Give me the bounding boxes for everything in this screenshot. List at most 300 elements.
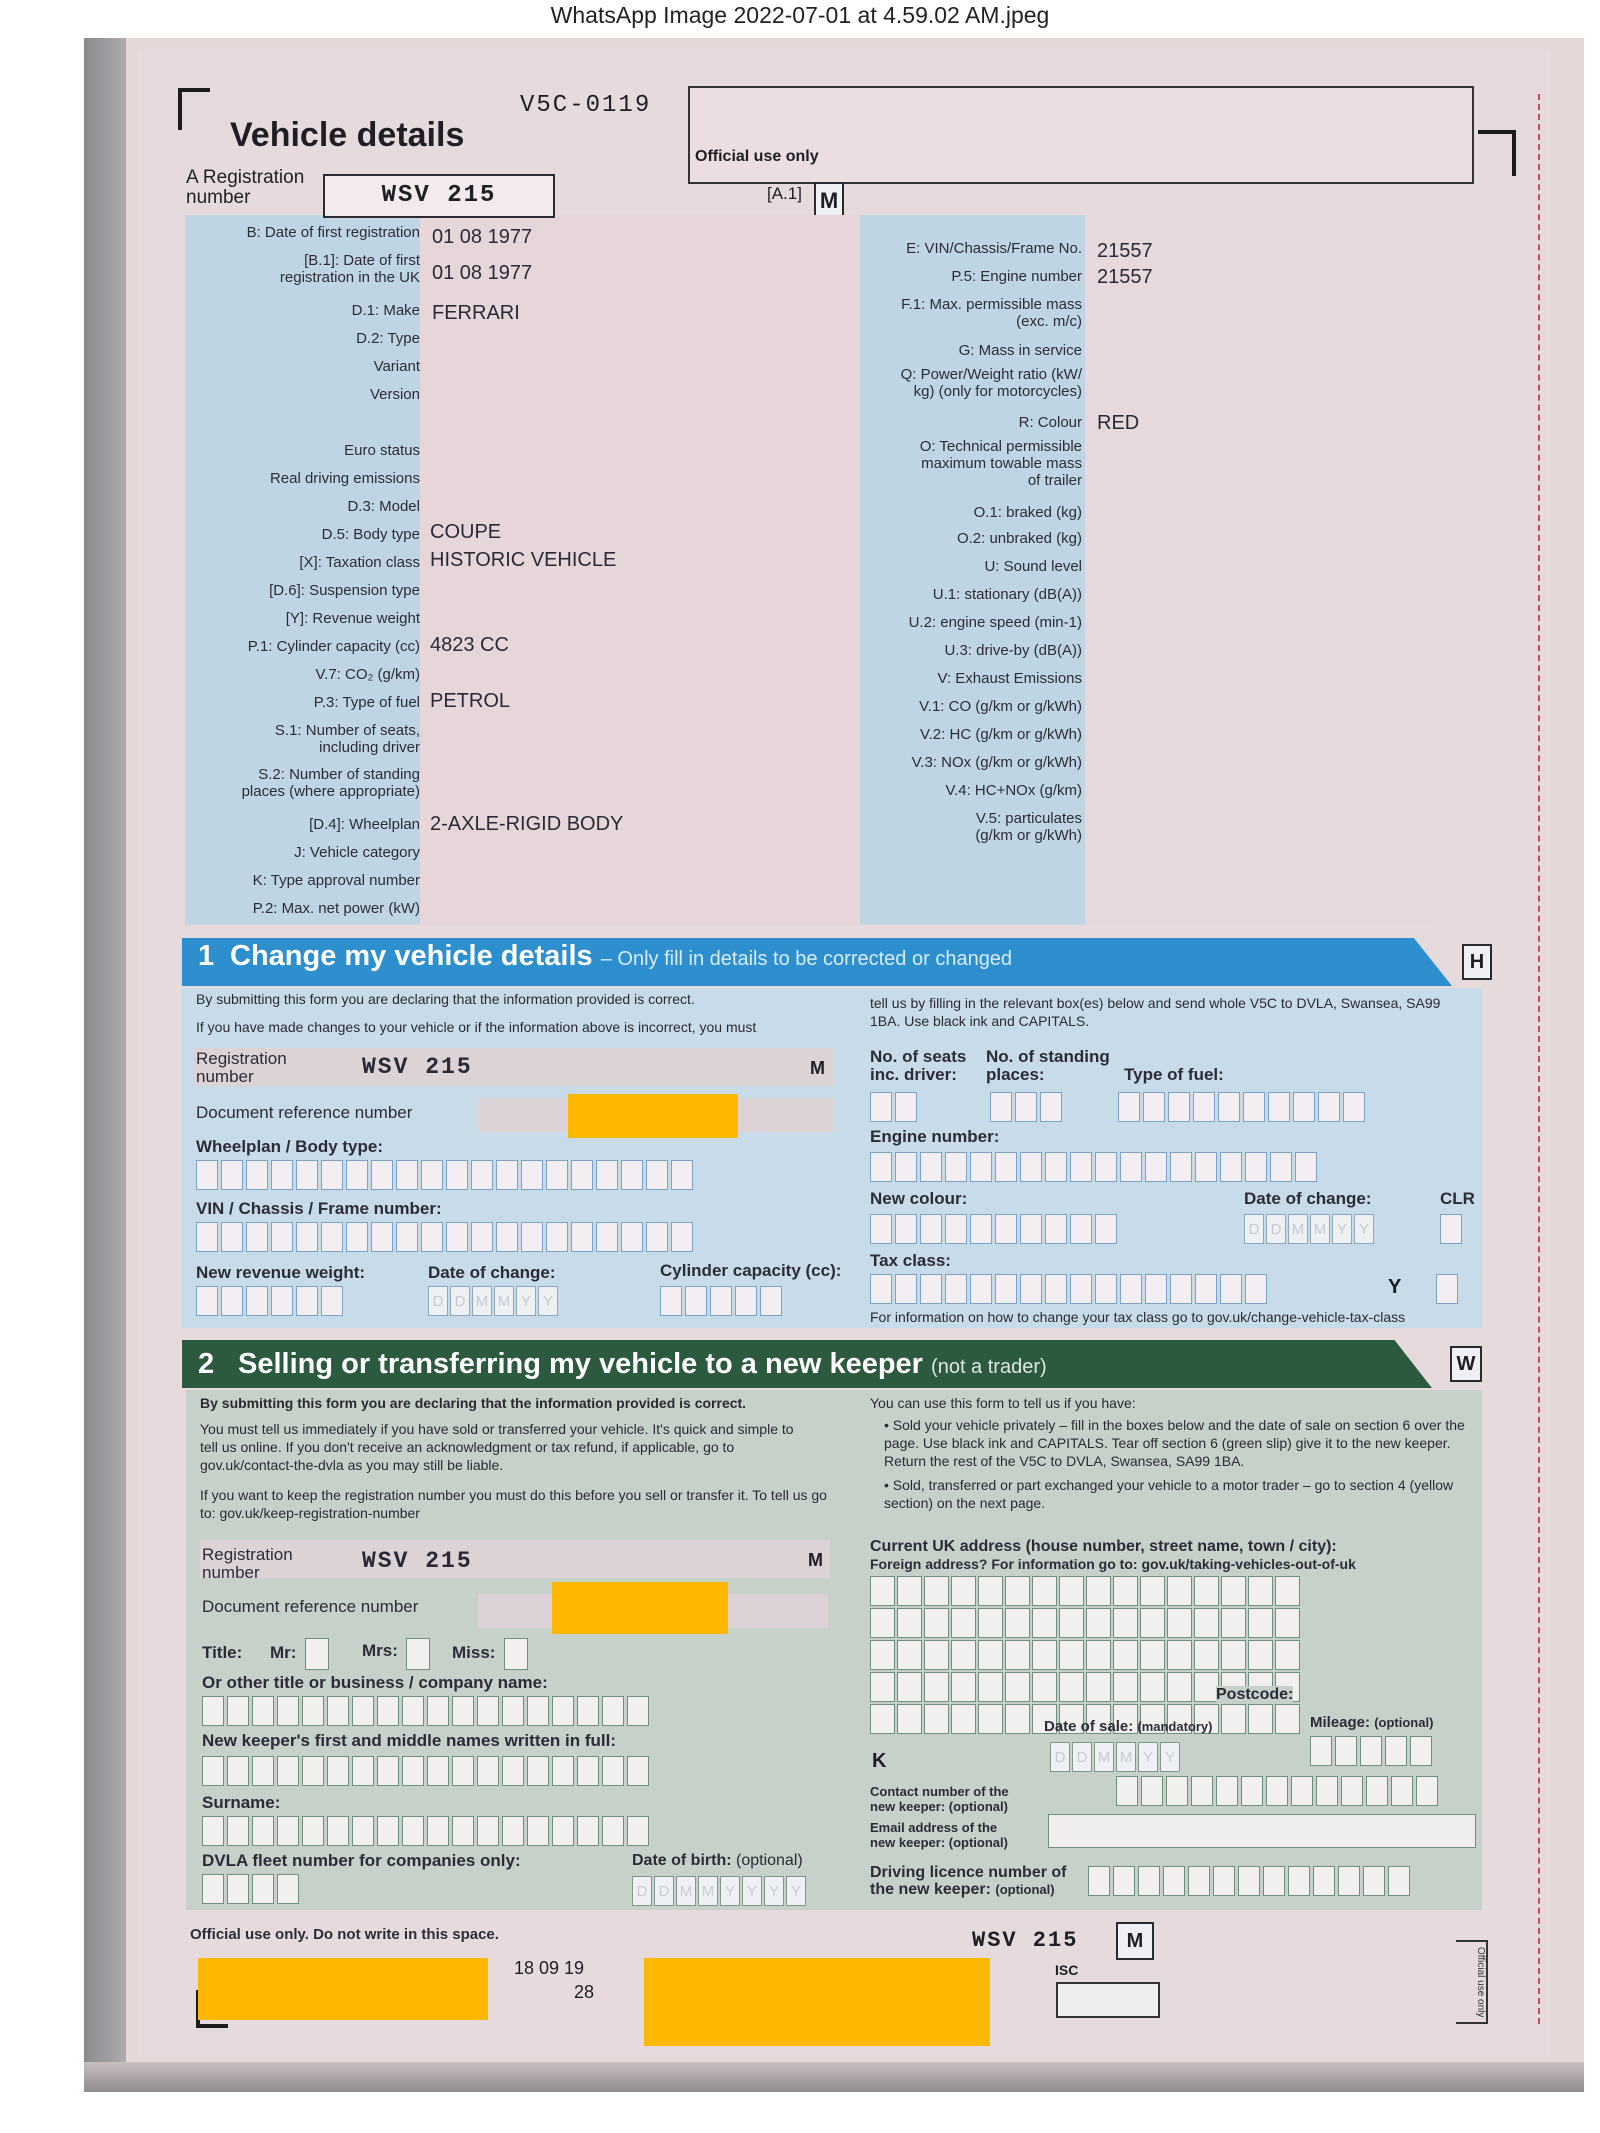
input-cell[interactable] xyxy=(521,1222,543,1252)
address-cell[interactable] xyxy=(1005,1672,1030,1702)
input-cell[interactable] xyxy=(945,1214,967,1244)
date-cell[interactable]: Y xyxy=(1160,1742,1180,1772)
input-cell[interactable] xyxy=(252,1696,274,1726)
address-cell[interactable] xyxy=(870,1704,895,1734)
clr-input[interactable] xyxy=(1440,1214,1462,1244)
input-cell[interactable] xyxy=(627,1816,649,1846)
date-change2-input[interactable] xyxy=(1244,1214,1374,1244)
input-cell[interactable] xyxy=(252,1874,274,1904)
input-cell[interactable] xyxy=(895,1214,917,1244)
date-cell[interactable]: M xyxy=(676,1876,696,1906)
input-cell[interactable] xyxy=(296,1286,318,1316)
input-cell[interactable] xyxy=(945,1274,967,1304)
input-cell[interactable] xyxy=(596,1160,618,1190)
revenue-input[interactable] xyxy=(196,1286,343,1316)
input-cell[interactable] xyxy=(321,1222,343,1252)
input-cell[interactable] xyxy=(277,1696,299,1726)
address-cell[interactable] xyxy=(1194,1640,1219,1670)
date-cell[interactable]: D xyxy=(1266,1214,1286,1244)
input-cell[interactable] xyxy=(502,1756,524,1786)
address-cell[interactable] xyxy=(1221,1640,1246,1670)
input-cell[interactable] xyxy=(527,1756,549,1786)
surname-input[interactable] xyxy=(202,1816,649,1846)
input-cell[interactable] xyxy=(477,1816,499,1846)
date-cell[interactable]: Y xyxy=(720,1876,740,1906)
input-cell[interactable] xyxy=(1440,1214,1462,1244)
input-cell[interactable] xyxy=(1220,1152,1242,1182)
input-cell[interactable] xyxy=(1220,1274,1242,1304)
input-cell[interactable] xyxy=(1045,1152,1067,1182)
input-cell[interactable] xyxy=(671,1222,693,1252)
input-cell[interactable] xyxy=(1020,1152,1042,1182)
input-cell[interactable] xyxy=(246,1160,268,1190)
input-cell[interactable] xyxy=(627,1696,649,1726)
input-cell[interactable] xyxy=(221,1286,243,1316)
address-grid[interactable] xyxy=(870,1576,1300,1734)
address-cell[interactable] xyxy=(1140,1640,1165,1670)
address-cell[interactable] xyxy=(1086,1640,1111,1670)
input-cell[interactable] xyxy=(496,1160,518,1190)
address-cell[interactable] xyxy=(1248,1704,1273,1734)
input-cell[interactable] xyxy=(1095,1152,1117,1182)
input-cell[interactable] xyxy=(1193,1092,1215,1122)
input-cell[interactable] xyxy=(1313,1866,1335,1896)
input-cell[interactable] xyxy=(1338,1866,1360,1896)
address-cell[interactable] xyxy=(1086,1672,1111,1702)
input-cell[interactable] xyxy=(271,1222,293,1252)
input-cell[interactable] xyxy=(327,1696,349,1726)
seats-input[interactable] xyxy=(870,1092,917,1122)
address-cell[interactable] xyxy=(1032,1576,1057,1606)
input-cell[interactable] xyxy=(1268,1092,1290,1122)
date-cell[interactable]: M xyxy=(1094,1742,1114,1772)
input-cell[interactable] xyxy=(1045,1274,1067,1304)
input-cell[interactable] xyxy=(895,1152,917,1182)
input-cell[interactable] xyxy=(271,1160,293,1190)
address-cell[interactable] xyxy=(1005,1576,1030,1606)
input-cell[interactable] xyxy=(202,1756,224,1786)
address-cell[interactable] xyxy=(1194,1576,1219,1606)
colour-input[interactable] xyxy=(870,1214,1117,1244)
input-cell[interactable] xyxy=(302,1696,324,1726)
input-cell[interactable] xyxy=(1188,1866,1210,1896)
input-cell[interactable] xyxy=(296,1160,318,1190)
address-cell[interactable] xyxy=(1167,1576,1192,1606)
input-cell[interactable] xyxy=(346,1160,368,1190)
input-cell[interactable] xyxy=(446,1160,468,1190)
input-cell[interactable] xyxy=(246,1222,268,1252)
input-cell[interactable] xyxy=(870,1214,892,1244)
wheelplan-input[interactable] xyxy=(196,1160,693,1190)
input-cell[interactable] xyxy=(995,1274,1017,1304)
input-cell[interactable] xyxy=(552,1696,574,1726)
date-cell[interactable]: D xyxy=(1072,1742,1092,1772)
fuel-input[interactable] xyxy=(1118,1092,1365,1122)
input-cell[interactable] xyxy=(427,1756,449,1786)
input-cell[interactable] xyxy=(471,1160,493,1190)
mileage-input[interactable] xyxy=(1310,1736,1432,1766)
address-cell[interactable] xyxy=(951,1608,976,1638)
input-cell[interactable] xyxy=(1263,1866,1285,1896)
address-cell[interactable] xyxy=(978,1704,1003,1734)
input-cell[interactable] xyxy=(1166,1776,1188,1806)
input-cell[interactable] xyxy=(446,1222,468,1252)
input-cell[interactable] xyxy=(1195,1152,1217,1182)
date-cell[interactable]: D xyxy=(1050,1742,1070,1772)
input-cell[interactable] xyxy=(760,1286,782,1316)
address-cell[interactable] xyxy=(1113,1608,1138,1638)
input-cell[interactable] xyxy=(1020,1214,1042,1244)
input-cell[interactable] xyxy=(377,1816,399,1846)
input-cell[interactable] xyxy=(502,1696,524,1726)
input-cell[interactable] xyxy=(895,1092,917,1122)
input-cell[interactable] xyxy=(671,1160,693,1190)
input-cell[interactable] xyxy=(870,1152,892,1182)
address-cell[interactable] xyxy=(978,1608,1003,1638)
input-cell[interactable] xyxy=(196,1160,218,1190)
address-cell[interactable] xyxy=(951,1640,976,1670)
input-cell[interactable] xyxy=(1366,1776,1388,1806)
date-cell[interactable]: M xyxy=(1288,1214,1308,1244)
input-cell[interactable] xyxy=(477,1696,499,1726)
address-cell[interactable] xyxy=(1275,1640,1300,1670)
date-cell[interactable]: Y xyxy=(764,1876,784,1906)
address-cell[interactable] xyxy=(951,1576,976,1606)
input-cell[interactable] xyxy=(577,1696,599,1726)
address-cell[interactable] xyxy=(897,1608,922,1638)
input-cell[interactable] xyxy=(552,1816,574,1846)
address-cell[interactable] xyxy=(978,1640,1003,1670)
input-cell[interactable] xyxy=(1293,1092,1315,1122)
input-cell[interactable] xyxy=(546,1160,568,1190)
date-cell[interactable]: Y xyxy=(742,1876,762,1906)
address-cell[interactable] xyxy=(1140,1672,1165,1702)
address-cell[interactable] xyxy=(924,1704,949,1734)
address-cell[interactable] xyxy=(1113,1672,1138,1702)
input-cell[interactable] xyxy=(202,1696,224,1726)
input-cell[interactable] xyxy=(1138,1866,1160,1896)
input-cell[interactable] xyxy=(1310,1736,1332,1766)
input-cell[interactable] xyxy=(396,1222,418,1252)
input-cell[interactable] xyxy=(221,1160,243,1190)
input-cell[interactable] xyxy=(502,1816,524,1846)
input-cell[interactable] xyxy=(1120,1274,1142,1304)
input-cell[interactable] xyxy=(427,1696,449,1726)
address-cell[interactable] xyxy=(1275,1576,1300,1606)
input-cell[interactable] xyxy=(995,1152,1017,1182)
input-cell[interactable] xyxy=(1416,1776,1438,1806)
input-cell[interactable] xyxy=(1388,1866,1410,1896)
input-cell[interactable] xyxy=(596,1222,618,1252)
input-cell[interactable] xyxy=(577,1756,599,1786)
date-cell[interactable]: D xyxy=(654,1876,674,1906)
address-cell[interactable] xyxy=(1140,1608,1165,1638)
date-cell[interactable]: M xyxy=(1116,1742,1136,1772)
input-cell[interactable] xyxy=(1088,1866,1110,1896)
address-cell[interactable] xyxy=(1275,1704,1300,1734)
input-cell[interactable] xyxy=(202,1874,224,1904)
address-cell[interactable] xyxy=(1194,1608,1219,1638)
input-cell[interactable] xyxy=(1245,1274,1267,1304)
input-cell[interactable] xyxy=(920,1152,942,1182)
input-cell[interactable] xyxy=(685,1286,707,1316)
address-cell[interactable] xyxy=(1248,1608,1273,1638)
input-cell[interactable] xyxy=(252,1756,274,1786)
address-cell[interactable] xyxy=(1248,1576,1273,1606)
address-cell[interactable] xyxy=(1167,1640,1192,1670)
input-cell[interactable] xyxy=(402,1696,424,1726)
input-cell[interactable] xyxy=(452,1756,474,1786)
address-cell[interactable] xyxy=(924,1608,949,1638)
input-cell[interactable] xyxy=(196,1286,218,1316)
input-cell[interactable] xyxy=(1045,1214,1067,1244)
address-cell[interactable] xyxy=(1059,1608,1084,1638)
input-cell[interactable] xyxy=(227,1696,249,1726)
input-cell[interactable] xyxy=(1218,1092,1240,1122)
date-cell[interactable]: Y xyxy=(538,1286,558,1316)
input-cell[interactable] xyxy=(970,1274,992,1304)
input-cell[interactable] xyxy=(352,1756,374,1786)
email-input[interactable] xyxy=(1048,1814,1476,1848)
date-cell[interactable]: D xyxy=(1244,1214,1264,1244)
address-cell[interactable] xyxy=(1059,1576,1084,1606)
input-cell[interactable] xyxy=(621,1222,643,1252)
address-cell[interactable] xyxy=(1059,1640,1084,1670)
address-cell[interactable] xyxy=(1005,1640,1030,1670)
address-cell[interactable] xyxy=(924,1640,949,1670)
input-cell[interactable] xyxy=(371,1222,393,1252)
input-cell[interactable] xyxy=(371,1160,393,1190)
date-cell[interactable]: Y xyxy=(516,1286,536,1316)
input-cell[interactable] xyxy=(321,1286,343,1316)
input-cell[interactable] xyxy=(471,1222,493,1252)
address-cell[interactable] xyxy=(951,1704,976,1734)
date-cell[interactable]: Y xyxy=(786,1876,806,1906)
fleet-input[interactable] xyxy=(202,1874,299,1904)
input-cell[interactable] xyxy=(277,1874,299,1904)
address-cell[interactable] xyxy=(897,1576,922,1606)
input-cell[interactable] xyxy=(602,1816,624,1846)
input-cell[interactable] xyxy=(646,1222,668,1252)
input-cell[interactable] xyxy=(1170,1152,1192,1182)
input-cell[interactable] xyxy=(321,1160,343,1190)
taxclass-input[interactable] xyxy=(870,1274,1267,1304)
input-cell[interactable] xyxy=(546,1222,568,1252)
input-cell[interactable] xyxy=(277,1756,299,1786)
input-cell[interactable] xyxy=(970,1214,992,1244)
address-cell[interactable] xyxy=(1086,1608,1111,1638)
input-cell[interactable] xyxy=(1116,1776,1138,1806)
input-cell[interactable] xyxy=(1145,1152,1167,1182)
input-cell[interactable] xyxy=(1291,1776,1313,1806)
input-cell[interactable] xyxy=(895,1274,917,1304)
input-cell[interactable] xyxy=(377,1756,399,1786)
input-cell[interactable] xyxy=(1391,1776,1413,1806)
address-cell[interactable] xyxy=(1275,1608,1300,1638)
address-cell[interactable] xyxy=(951,1672,976,1702)
input-cell[interactable] xyxy=(1168,1092,1190,1122)
date-cell[interactable]: D xyxy=(428,1286,448,1316)
vin-input[interactable] xyxy=(196,1222,693,1252)
input-cell[interactable] xyxy=(352,1696,374,1726)
input-cell[interactable] xyxy=(477,1756,499,1786)
input-cell[interactable] xyxy=(571,1222,593,1252)
dob-input[interactable] xyxy=(632,1876,806,1906)
input-cell[interactable] xyxy=(227,1874,249,1904)
input-cell[interactable] xyxy=(602,1696,624,1726)
input-cell[interactable] xyxy=(277,1816,299,1846)
engine-input[interactable] xyxy=(870,1152,1317,1182)
input-cell[interactable] xyxy=(1070,1274,1092,1304)
address-cell[interactable] xyxy=(1140,1576,1165,1606)
mrs-checkbox[interactable] xyxy=(406,1638,430,1670)
input-cell[interactable] xyxy=(271,1286,293,1316)
input-cell[interactable] xyxy=(1243,1092,1265,1122)
input-cell[interactable] xyxy=(1295,1152,1317,1182)
input-cell[interactable] xyxy=(1245,1152,1267,1182)
input-cell[interactable] xyxy=(1341,1776,1363,1806)
address-cell[interactable] xyxy=(870,1576,895,1606)
input-cell[interactable] xyxy=(571,1160,593,1190)
input-cell[interactable] xyxy=(221,1222,243,1252)
input-cell[interactable] xyxy=(1163,1866,1185,1896)
input-cell[interactable] xyxy=(327,1816,349,1846)
input-cell[interactable] xyxy=(227,1756,249,1786)
address-cell[interactable] xyxy=(870,1608,895,1638)
input-cell[interactable] xyxy=(327,1756,349,1786)
input-cell[interactable] xyxy=(1191,1776,1213,1806)
address-cell[interactable] xyxy=(870,1672,895,1702)
address-cell[interactable] xyxy=(978,1672,1003,1702)
input-cell[interactable] xyxy=(1316,1776,1338,1806)
address-cell[interactable] xyxy=(1032,1672,1057,1702)
input-cell[interactable] xyxy=(1095,1274,1117,1304)
input-cell[interactable] xyxy=(396,1160,418,1190)
input-cell[interactable] xyxy=(1238,1866,1260,1896)
date-cell[interactable]: D xyxy=(450,1286,470,1316)
input-cell[interactable] xyxy=(870,1092,892,1122)
input-cell[interactable] xyxy=(227,1816,249,1846)
input-cell[interactable] xyxy=(1143,1092,1165,1122)
input-cell[interactable] xyxy=(1145,1274,1167,1304)
input-cell[interactable] xyxy=(496,1222,518,1252)
input-cell[interactable] xyxy=(1335,1736,1357,1766)
input-cell[interactable] xyxy=(1343,1092,1365,1122)
input-cell[interactable] xyxy=(296,1222,318,1252)
date-cell[interactable]: Y xyxy=(1332,1214,1352,1244)
input-cell[interactable] xyxy=(1318,1092,1340,1122)
input-cell[interactable] xyxy=(421,1160,443,1190)
address-cell[interactable] xyxy=(1167,1672,1192,1702)
input-cell[interactable] xyxy=(402,1816,424,1846)
input-cell[interactable] xyxy=(1385,1736,1407,1766)
input-cell[interactable] xyxy=(202,1816,224,1846)
input-cell[interactable] xyxy=(196,1222,218,1252)
input-cell[interactable] xyxy=(1113,1866,1135,1896)
input-cell[interactable] xyxy=(627,1756,649,1786)
date-sale-input[interactable] xyxy=(1050,1742,1180,1772)
input-cell[interactable] xyxy=(1040,1092,1062,1122)
address-cell[interactable] xyxy=(1113,1576,1138,1606)
input-cell[interactable] xyxy=(302,1756,324,1786)
input-cell[interactable] xyxy=(352,1816,374,1846)
input-cell[interactable] xyxy=(1216,1776,1238,1806)
input-cell[interactable] xyxy=(1015,1092,1037,1122)
address-cell[interactable] xyxy=(1221,1608,1246,1638)
input-cell[interactable] xyxy=(1266,1776,1288,1806)
input-cell[interactable] xyxy=(1436,1274,1458,1304)
address-cell[interactable] xyxy=(1005,1608,1030,1638)
input-cell[interactable] xyxy=(1170,1274,1192,1304)
address-cell[interactable] xyxy=(1059,1672,1084,1702)
input-cell[interactable] xyxy=(920,1274,942,1304)
input-cell[interactable] xyxy=(602,1756,624,1786)
input-cell[interactable] xyxy=(945,1152,967,1182)
other-title-input[interactable] xyxy=(202,1696,649,1726)
address-cell[interactable] xyxy=(978,1576,1003,1606)
input-cell[interactable] xyxy=(527,1696,549,1726)
date-cell[interactable]: Y xyxy=(1138,1742,1158,1772)
input-cell[interactable] xyxy=(621,1160,643,1190)
date-cell[interactable]: M xyxy=(1310,1214,1330,1244)
input-cell[interactable] xyxy=(452,1816,474,1846)
input-cell[interactable] xyxy=(521,1160,543,1190)
input-cell[interactable] xyxy=(660,1286,682,1316)
miss-checkbox[interactable] xyxy=(504,1638,528,1670)
standing-input[interactable] xyxy=(990,1092,1062,1122)
input-cell[interactable] xyxy=(990,1092,1012,1122)
address-cell[interactable] xyxy=(897,1640,922,1670)
input-cell[interactable] xyxy=(735,1286,757,1316)
input-cell[interactable] xyxy=(1020,1274,1042,1304)
input-cell[interactable] xyxy=(577,1816,599,1846)
address-cell[interactable] xyxy=(1005,1704,1030,1734)
input-cell[interactable] xyxy=(1070,1214,1092,1244)
date-cell[interactable]: Y xyxy=(1354,1214,1374,1244)
address-cell[interactable] xyxy=(1167,1608,1192,1638)
input-cell[interactable] xyxy=(1288,1866,1310,1896)
first-names-input[interactable] xyxy=(202,1756,649,1786)
licence-input[interactable] xyxy=(1088,1866,1410,1896)
date-change-input[interactable] xyxy=(428,1286,558,1316)
input-cell[interactable] xyxy=(920,1214,942,1244)
address-cell[interactable] xyxy=(1032,1608,1057,1638)
input-cell[interactable] xyxy=(421,1222,443,1252)
date-cell[interactable]: D xyxy=(632,1876,652,1906)
input-cell[interactable] xyxy=(1118,1092,1140,1122)
address-cell[interactable] xyxy=(1086,1576,1111,1606)
taxclass-extra[interactable] xyxy=(1436,1274,1458,1304)
address-cell[interactable] xyxy=(897,1704,922,1734)
address-cell[interactable] xyxy=(1113,1640,1138,1670)
input-cell[interactable] xyxy=(1363,1866,1385,1896)
input-cell[interactable] xyxy=(1141,1776,1163,1806)
contact-input[interactable] xyxy=(1116,1776,1438,1806)
input-cell[interactable] xyxy=(452,1696,474,1726)
address-cell[interactable] xyxy=(924,1672,949,1702)
input-cell[interactable] xyxy=(377,1696,399,1726)
input-cell[interactable] xyxy=(252,1816,274,1846)
date-cell[interactable]: M xyxy=(472,1286,492,1316)
input-cell[interactable] xyxy=(1270,1152,1292,1182)
input-cell[interactable] xyxy=(995,1214,1017,1244)
input-cell[interactable] xyxy=(1070,1152,1092,1182)
address-cell[interactable] xyxy=(870,1640,895,1670)
input-cell[interactable] xyxy=(710,1286,732,1316)
address-cell[interactable] xyxy=(1032,1640,1057,1670)
input-cell[interactable] xyxy=(302,1816,324,1846)
input-cell[interactable] xyxy=(1120,1152,1142,1182)
